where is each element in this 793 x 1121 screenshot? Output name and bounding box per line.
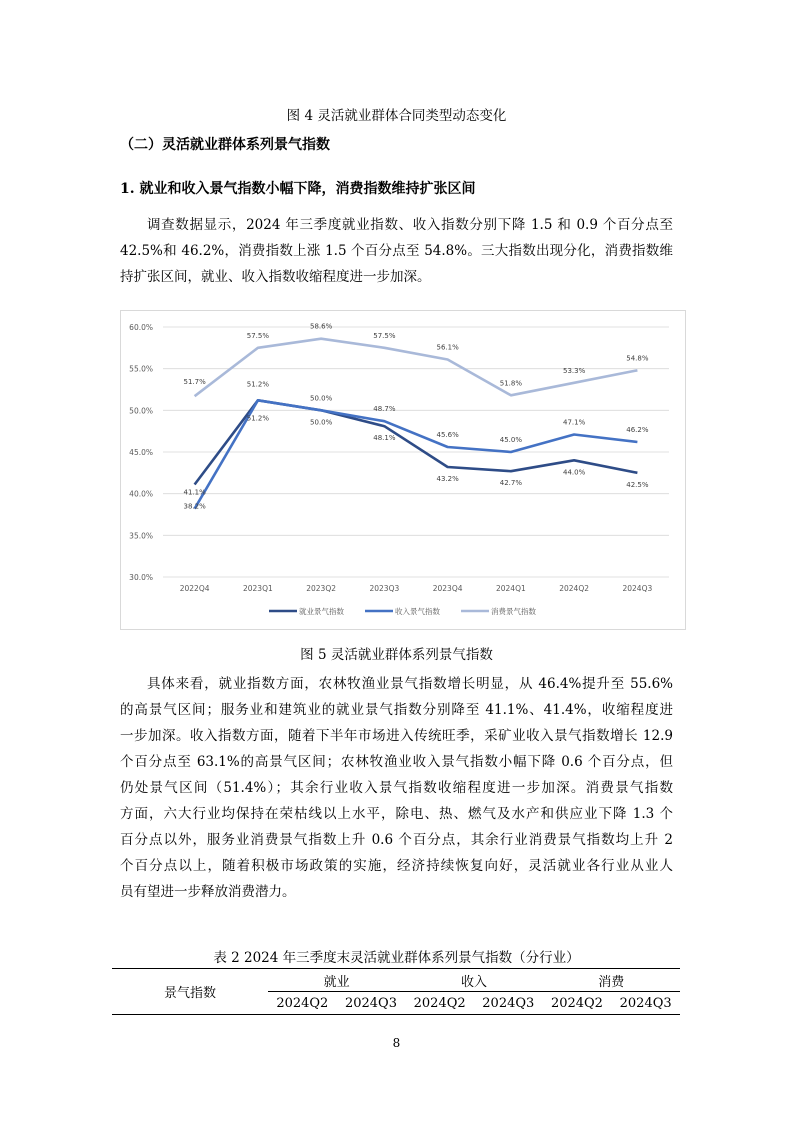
x-tick-label: 2023Q1 (242, 584, 273, 593)
paragraph-line: 持扩张区间，就业、收入指数收缩程度进一步加深。 (120, 269, 431, 285)
paragraph-line: 的高景气区间；服务业和建筑业的就业景气指数分别降至 41.1%、41.4%，收缩程度进 (120, 702, 673, 718)
table-subheader: 2024Q2 (405, 992, 474, 1015)
x-tick-label: 2023Q3 (369, 584, 400, 593)
data-label: 42.5% (626, 480, 649, 489)
data-label: 38.2% (183, 502, 206, 511)
paragraph-line: 具体来看，就业指数方面，农林牧渔业景气指数增长明显，从 46.4%提升至 55.6% (147, 676, 673, 692)
data-label: 45.0% (499, 436, 522, 444)
data-label: 41.1% (183, 488, 206, 497)
x-tick-label: 2024Q2 (559, 584, 590, 593)
line-chart (120, 310, 686, 630)
data-label: 58.6% (310, 322, 333, 331)
data-label: 50.0% (310, 418, 333, 427)
section-heading: （二）灵活就业群体系列景气指数 (120, 137, 330, 153)
x-tick-label: 2024Q1 (495, 584, 526, 593)
data-label: 45.6% (436, 431, 459, 439)
data-label: 50.0% (310, 394, 333, 403)
table-group-header: 收入 (405, 969, 542, 992)
y-tick-label: 60.0% (129, 323, 153, 332)
x-tick-label: 2022Q4 (179, 584, 210, 593)
data-label: 43.2% (436, 475, 459, 483)
data-label: 51.8% (499, 379, 522, 388)
legend-label: 就业景气指数 (299, 607, 344, 616)
data-label: 57.5% (246, 331, 269, 340)
data-label: 48.1% (373, 434, 396, 443)
paragraph-line: 仍处景气区间（51.4%）；其余行业收入景气指数收缩程度进一步加深。消费景气指数 (120, 780, 673, 796)
data-label: 53.3% (563, 366, 586, 375)
paragraph-line: 个百分点至 63.1%的高景气区间；农林牧渔业收入景气指数小幅下降 0.6 个百分点，但 (120, 754, 673, 770)
data-label: 57.5% (373, 331, 396, 340)
data-label: 51.2% (246, 380, 269, 389)
paragraph-line: 方面，六大行业均保持在荣枯线以上水平，除电、热、燃气及水产和供应业下降 1.3 个 (120, 806, 673, 822)
paragraph-2 (120, 671, 673, 905)
x-tick-label: 2024Q3 (622, 584, 653, 593)
paragraph-line: 42.5%和 46.2%，消费指数上涨 1.5 个百分点至 54.8%。三大指数出现分化，消费指数维 (120, 243, 673, 259)
data-label: 51.7% (183, 378, 206, 387)
data-label: 48.7% (373, 405, 396, 414)
table-row-header: 景气指数 (112, 969, 268, 1015)
legend-label: 消费景气指数 (491, 607, 536, 616)
table-subheader: 2024Q3 (474, 992, 543, 1015)
y-tick-label: 40.0% (129, 489, 153, 499)
figure-4-caption: 图 4 灵活就业群体合同类型动态变化 (286, 108, 507, 124)
data-label: 47.1% (563, 418, 586, 427)
y-tick-label: 55.0% (129, 364, 153, 374)
data-label: 42.7% (499, 479, 522, 488)
y-tick-label: 35.0% (129, 531, 153, 541)
paragraph-line: 个百分点以上，随着积极市场政策的实施，经济持续恢复向好，灵活就业各行业从业人 (120, 858, 673, 874)
data-label: 51.2% (246, 414, 269, 423)
paragraph-line: 员有望进一步释放消费潜力。 (120, 884, 296, 900)
y-tick-label: 45.0% (129, 448, 153, 457)
paragraph-1 (120, 212, 673, 290)
figure-5-caption: 图 5 灵活就业群体系列景气指数 (300, 647, 493, 663)
table-subheader: 2024Q2 (268, 992, 337, 1015)
table-subheader: 2024Q3 (611, 992, 680, 1015)
chart-canvas (121, 311, 685, 629)
paragraph-line: 百分点以外，服务业消费景气指数上升 0.6 个百分点，其余行业消费景气指数均上升 2 (120, 832, 673, 848)
paragraph-line: 一步加深。收入指数方面，随着下半年市场进入传统旺季，采矿业收入景气指数增长 12.9 (120, 728, 673, 744)
paragraph-line: 调查数据显示，2024 年三季度就业指数、收入指数分别下降 1.5 和 0.9 个百分点至 (147, 217, 673, 233)
subsection-heading: 1. 就业和收入景气指数小幅下降，消费指数维持扩张区间 (120, 181, 476, 197)
table-group-header: 就业 (268, 969, 405, 992)
y-tick-label: 30.0% (129, 573, 153, 582)
table-subheader: 2024Q2 (543, 992, 612, 1015)
data-label: 44.0% (563, 468, 586, 477)
table-2-caption: 表 2 2024 年三季度末灵活就业群体系列景气指数（分行业） (213, 950, 580, 966)
x-tick-label: 2023Q4 (432, 584, 463, 593)
y-tick-label: 50.0% (129, 406, 153, 416)
data-label: 56.1% (436, 343, 459, 352)
table-group-header: 消费 (543, 969, 680, 992)
legend-label: 收入景气指数 (395, 607, 440, 616)
table-2 (112, 968, 680, 1015)
x-tick-label: 2023Q2 (306, 584, 337, 593)
data-label: 54.8% (626, 354, 649, 363)
page-number: 8 (392, 1036, 401, 1050)
table-subheader: 2024Q3 (337, 992, 406, 1015)
data-label: 46.2% (626, 426, 649, 434)
